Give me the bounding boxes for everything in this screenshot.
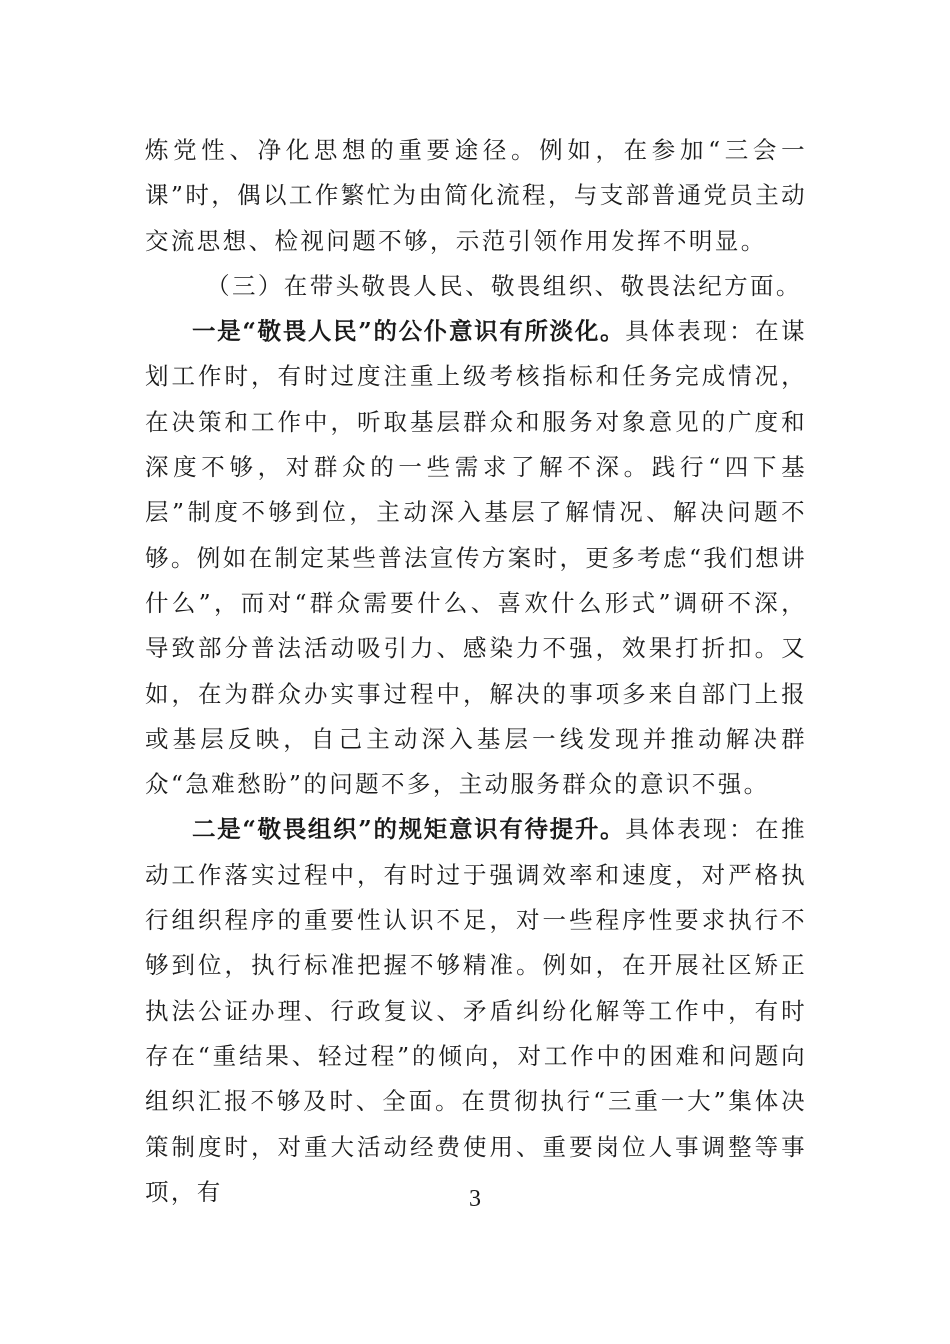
page-number: 3 <box>469 1186 481 1212</box>
paragraph-continued: 炼党性、净化思想的重要途径。例如，在参加“三会一课”时，偶以工作繁忙为由简化流程，与支部普通党员主动交流思想、检视问题不够，示范引领作用发挥不明显。 <box>145 136 807 255</box>
item-two-body: 具体表现：在推动工作落实过程中，有时过于强调效率和速度，对严格执行组织程序的重要性认识不足，对一些程序性要求执行不够到位，执行标准把握不够精准。例如，在开展社区矫正执法公证办理、行政复议、矛盾纠纷化解等工作中，有时存在“重结果、轻过程”的倾向，对工作中的困难和问题向组织汇报不够及时、全面。在贯彻执行“三重一大”集体决策制度时，对重大活动经费使用、重要岗位人事调整等事项，有 <box>145 815 807 1206</box>
item-one-body: 具体表现：在谋划工作时，有时过度注重上级考核指标和任务完成情况，在决策和工作中，听取基层群众和服务对象意见的广度和深度不够，对群众的一些需求了解不深。践行“四下基层”制度不够到位，主动深入基层了解情况、解决问题不够。例如在制定某些普法宣传方案时，更多考虑“我们想讲什么”，而对“群众需要什么、喜欢什么形式”调研不深，导致部分普法活动吸引力、感染力不强，效果打折扣。又如，在为群众办实事过程中，解决的事项多来自部门上报或基层反映，自己主动深入基层一线发现并推动解决群众“急难愁盼”的问题不多，主动服务群众的意识不强。 <box>145 317 807 799</box>
item-two-paragraph <box>145 807 807 1215</box>
item-two-title: 二是“敬畏组织”的规矩意识有待提升。 <box>192 815 626 844</box>
item-one-title: 一是“敬畏人民”的公仆意识有所淡化。 <box>192 317 626 346</box>
item-one-paragraph <box>145 309 807 807</box>
section-heading: （三）在带头敬畏人民、敬畏组织、敬畏法纪方面。 <box>206 271 802 300</box>
document-body <box>145 128 807 1215</box>
